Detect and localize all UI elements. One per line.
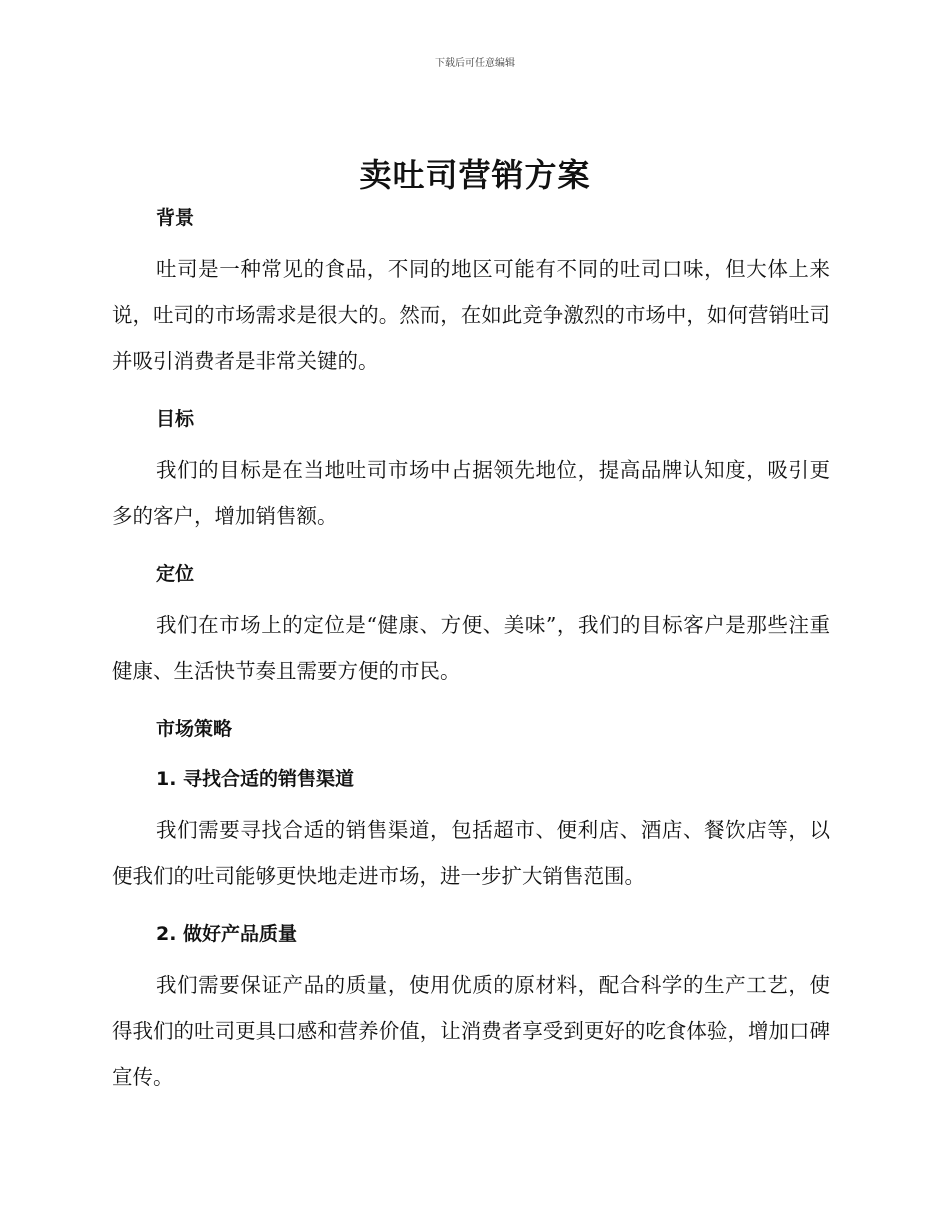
document-body [112,203,830,1100]
subsection-paragraph-sales-channels: 我们需要寻找合适的销售渠道，包括超市、便利店、酒店、餐饮店等，以便我们的吐司能够更快地走进市场，进一步扩大销售范围。 [112,818,830,888]
section-heading-positioning: 定位 [156,563,195,585]
section-paragraph-background: 吐司是一种常见的食品，不同的地区可能有不同的吐司口味，但大体上来说，吐司的市场需求是很大的。然而，在如此竞争激烈的市场中，如何营销吐司并吸引消费者是非常关键的。 [112,257,830,373]
subsection-heading-product-quality: 2. 做好产品质量 [156,923,298,945]
subsection-paragraph-product-quality: 我们需要保证产品的质量，使用优质的原材料，配合科学的生产工艺，使得我们的吐司更具口感和营养价值，让消费者享受到更好的吃食体验，增加口碑宣传。 [112,973,830,1089]
header-note: 下载后可任意编辑 [435,58,515,69]
subsection-heading-sales-channels: 1. 寻找合适的销售渠道 [156,768,355,790]
document-title: 卖吐司营销方案 [359,156,591,194]
section-heading-goal: 目标 [156,408,195,430]
section-paragraph-positioning: 我们在市场上的定位是“健康、方便、美味”，我们的目标客户是那些注重健康、生活快节奏且需要方便的市民。 [112,613,830,683]
section-paragraph-goal: 我们的目标是在当地吐司市场中占据领先地位，提高品牌认知度，吸引更多的客户，增加销售额。 [112,458,830,528]
section-heading-background: 背景 [156,207,195,229]
section-heading-market-strategy: 市场策略 [156,718,233,740]
